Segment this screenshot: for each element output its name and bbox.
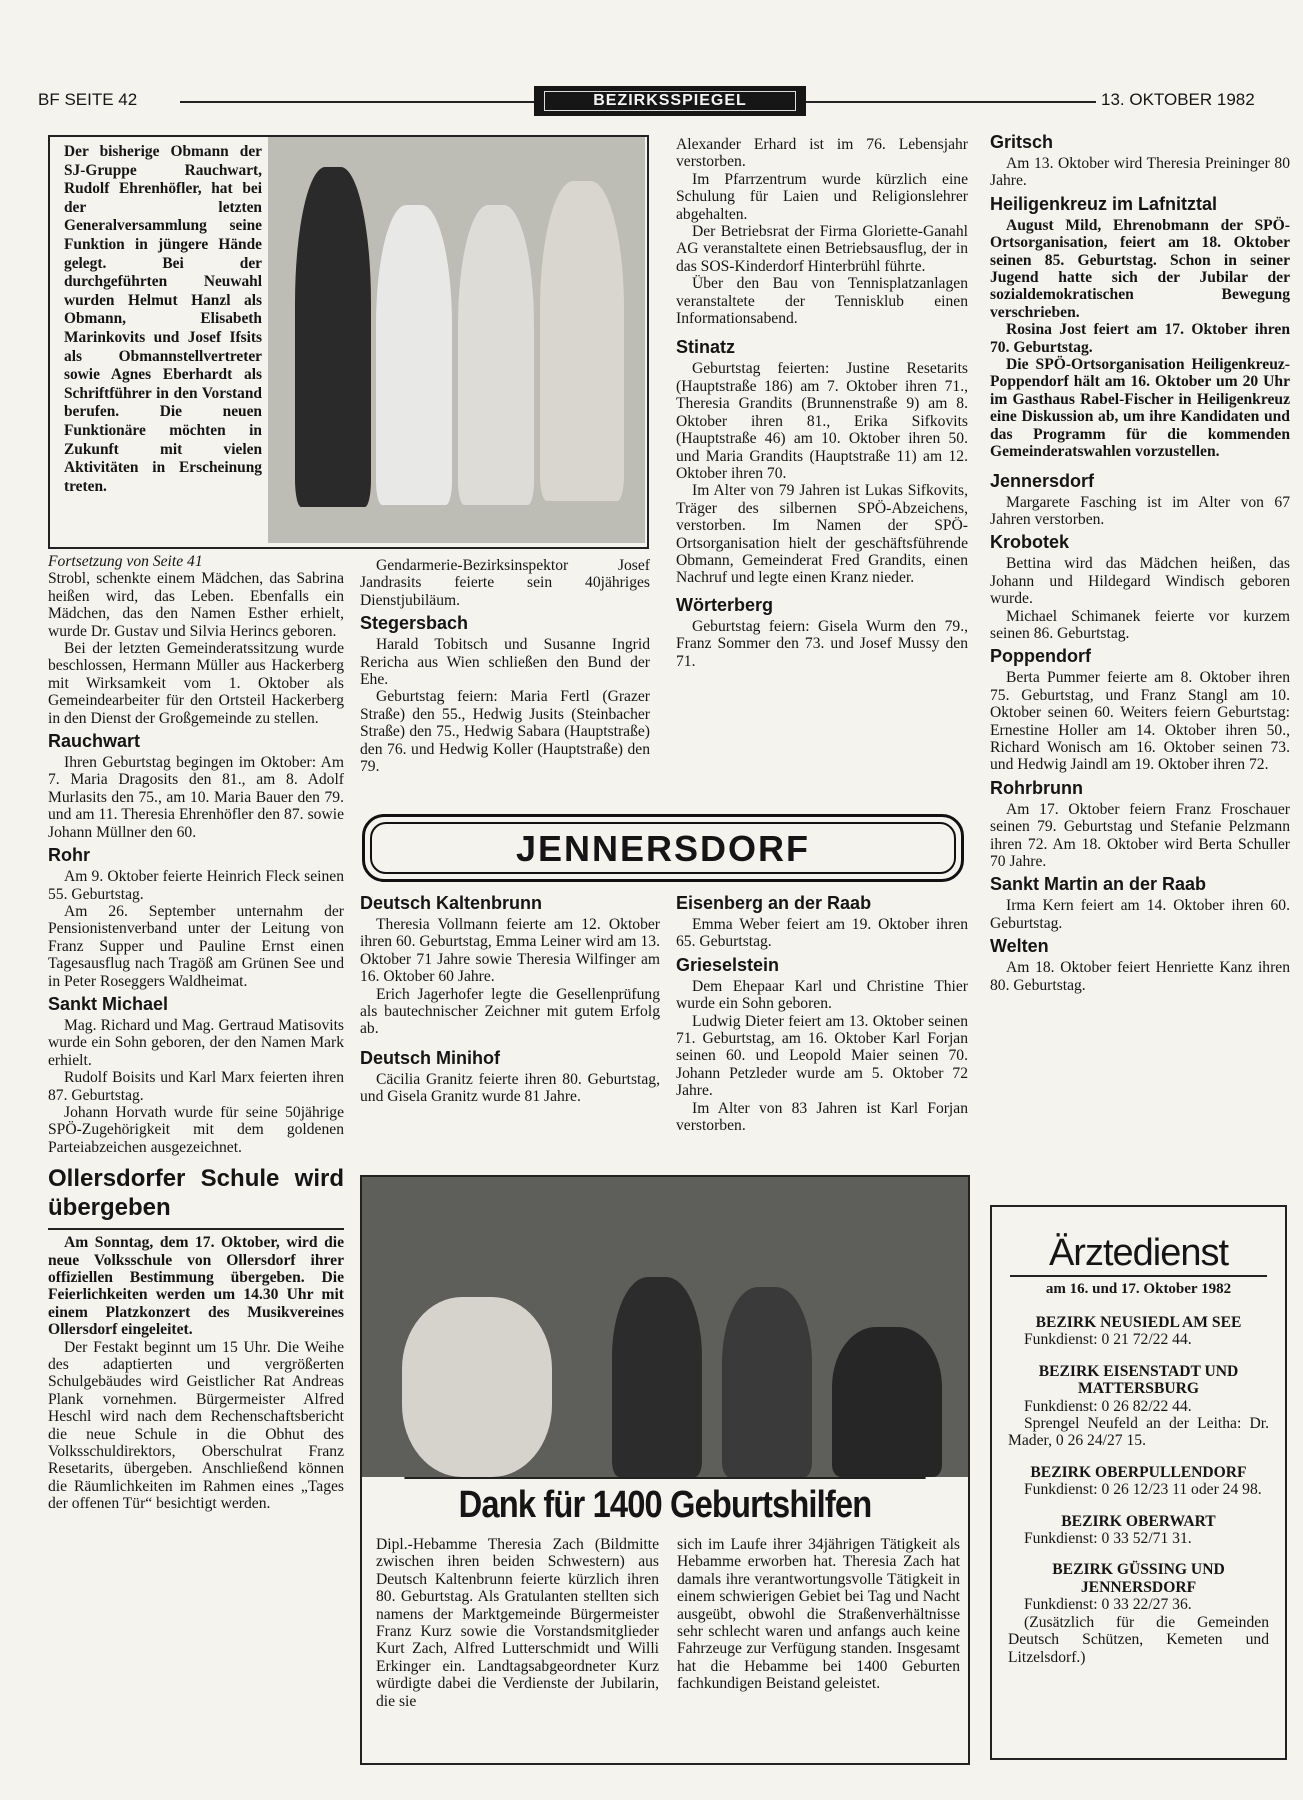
paragraph: Im Pfarrzentrum wurde kürzlich eine Schulung für Laien und Religionslehrer abgehalten. <box>676 170 968 223</box>
heading-woerterberg: Wörterberg <box>676 594 774 615</box>
paragraph: Am 13. Oktober wird Theresia Preininger 80 Jahre. <box>990 155 1290 190</box>
hebamme-col-right <box>677 1536 960 1693</box>
heading-deutsch-minihof: Deutsch Minihof <box>360 1047 500 1068</box>
jennersdorf-title: JENNERSDORF <box>370 822 956 874</box>
paragraph: Theresia Vollmann feierte am 12. Oktober ihren 60. Geburtstag, Emma Leiner wird am 13. Oktober 71 Jahre sowie Theresia Wilfinger am 16. Oktober 60 Jahre. <box>360 916 660 986</box>
paragraph: August Mild, Ehrenobmann der SPÖ-Ortsorganisation, feiert am 18. Oktober seinen 85. Geburtstag. Schon in seiner Jugend hatte sich der Jubilar der sozialdemokratischen Bewegung verschrieben. <box>990 216 1290 321</box>
heading-heiligenkreuz: Heiligenkreuz im Lafnitztal <box>990 193 1218 214</box>
paragraph: Dem Ehepaar Karl und Christine Thier wurde ein Sohn geboren. <box>676 977 968 1013</box>
hebamme-title: Dank für 1400 Geburtshilfen <box>404 1477 925 1531</box>
paragraph: Rosina Jost feiert am 17. Oktober ihren 70. Geburtstag. <box>990 321 1290 356</box>
heading-poppendorf: Poppendorf <box>990 646 1091 667</box>
district-oberpullendorf: BEZIRK OBERPULLENDORF <box>1030 1463 1247 1481</box>
phone-info: Sprengel Neufeld an der Leitha: Dr. Mader, 0 26 24/27 15. <box>1008 1415 1269 1450</box>
flowers <box>402 1297 552 1477</box>
lead-paragraph: Am Sonntag, dem 17. Oktober, wird die neue Volksschule von Ollersdorf ihrer offiziellen Bestimmung übergeben. Die Feierlichkeiten werden um 14.30 Uhr mit einem Platzkonzert des Musikvereines Ollersdorf eingeleitet. <box>48 1234 344 1339</box>
column-2 <box>360 557 650 775</box>
paragraph: Geburtstag feierten: Justine Resetarits (Hauptstraße 186) am 7. Oktober ihren 71., Theresia Grandits (Brunnenstraße 9) am 8. Oktober ihren 81., Erika Sifkovits (Hauptstraße 46) am 10. Oktober ihren 50. und Maria Grandits (Hauptstraße 11) am 12. Oktober ihren 70. <box>676 360 968 482</box>
paragraph: Alexander Erhard ist im 76. Lebensjahr verstorben. <box>676 136 968 171</box>
phone-info: Funkdienst: 0 33 52/71 31. <box>1024 1530 1192 1548</box>
phone-info: Funkdienst: 0 26 82/22 44. <box>1024 1397 1192 1415</box>
person-center <box>722 1287 812 1477</box>
heading-jennersdorf: Jennersdorf <box>990 470 1095 491</box>
paragraph: Im Alter von 79 Jahren ist Lukas Sifkovits, Träger des silbernen SPÖ-Abzeichens, verstorben. Im Namen der SPÖ-Ortsorganisation hielt der geschäftsführende Obmann, Gemeinderat Fred Grandits, einen Nachruf und legte einen Kranz nieder. <box>676 482 968 587</box>
paragraph: Am 26. September unternahm der Pensionistenverband unter der Leitung von Franz Supper und Pauline Ernst einen Tagesausflug nach Tragöß am Grünen See und in Peter Roseggers Waldheimat. <box>48 902 344 990</box>
paragraph: sich im Laufe ihrer 34jährigen Tätigkeit als Hebamme erworben hat. Theresia Zach hat damals ihre verantwortungsvolle Tätigkeit in einem schwierigen Gebiet bei Tag und Nacht ausgeübt, obwohl die Straßenverhältnisse sehr schlecht waren und anfangs auch keine Fahrzeuge zur Verfügung standen. Insgesamt hat die Hebamme bei 1400 Geburten fachkundigen Beistand geleistet. <box>677 1536 960 1693</box>
paragraph: Strobl, schenkte einem Mädchen, das Sabrina heißen wird, das Leben. Ebenfalls ein Mädchen, das den Namen Esther erhielt, wurde Dr. Gustav und Silvia Herincs geboren. <box>48 570 344 640</box>
person-4 <box>540 181 624 501</box>
phone-info: (Zusätzlich für die Gemeinden Deutsch Schützen, Kemeten und Litzelsdorf.) <box>1008 1613 1269 1666</box>
header-rule-right <box>806 101 1096 103</box>
paragraph: Dipl.-Hebamme Theresia Zach (Bildmitte zwischen ihren beiden Schwestern) aus Deutsch Kaltenbrunn feierte kürzlich ihren 80. Geburtstag. Als Gratulanten stellten sich namens der Marktgemeinde Bürgermeister Franz Kurz sowie die Vorstandsmitglieder Kurt Zach, Alfred Lutterschmidt und Willi Erkinger ein. Landtagsabgeordneter Kurz würdigte dabei die Verdienste der Jubilarin, die sie <box>376 1536 659 1710</box>
heading-ollersdorf-schule: Ollersdorfer Schule wird übergeben <box>48 1165 344 1222</box>
page-date: 13. OKTOBER 1982 <box>1101 90 1255 109</box>
heading-rohrbrunn: Rohrbrunn <box>990 777 1083 798</box>
paragraph: Im Alter von 83 Jahren ist Karl Forjan verstorben. <box>676 1099 968 1135</box>
heading-rauchwart: Rauchwart <box>48 731 141 752</box>
paragraph: Johann Horvath wurde für seine 50jährige SPÖ-Zugehörigkeit mit dem goldenen Parteiabzeichen ausgezeichnet. <box>48 1103 344 1156</box>
hebamme-col-left <box>376 1536 659 1710</box>
district-eisenstadt: BEZIRK EISENSTADT UND MATTERSBURG <box>1038 1362 1239 1398</box>
paragraph: Emma Weber feiert am 19. Oktober ihren 65. Geburtstag. <box>676 916 968 951</box>
paragraph: Gendarmerie-Bezirksinspektor Josef Jandrasits feierte sein 40jähriges Dienstjubiläum. <box>360 557 650 609</box>
paragraph: Cäcilia Granitz feierte ihren 80. Geburtstag, und Gisela Granitz wurde 81 Jahre. <box>360 1070 660 1106</box>
page-number: BF SEITE 42 <box>38 90 138 109</box>
column-4 <box>990 132 1290 994</box>
paragraph: Berta Pummer feierte am 8. Oktober ihren 75. Geburtstag, und Franz Stangl am 10. Oktober seinen 60. Weiters feiern Geburtstag: Ernestine Holler am 14. Oktober ihren 50., Richard Wonisch am 16. Oktober seinen 73. und Hedwig Jaindl am 19. Oktober ihren 72. <box>990 669 1290 774</box>
aerztedienst-box <box>990 1205 1287 1760</box>
paragraph: Geburtstag feiern: Gisela Wurm den 79., Franz Sommer den 73. und Josef Mussy den 71. <box>676 617 968 670</box>
heading-stegersbach: Stegersbach <box>360 613 469 634</box>
paragraph: Margarete Fasching ist im Alter von 67 Jahren verstorben. <box>990 493 1290 528</box>
paragraph: Erich Jagerhofer legte die Gesellenprüfung als bautechnischer Zeichner mit gutem Erfolg ab. <box>360 985 660 1038</box>
heading-sankt-michael: Sankt Michael <box>48 993 169 1014</box>
paragraph: Am 9. Oktober feierte Heinrich Fleck seinen 55. Geburtstag. <box>48 868 344 903</box>
person-left <box>612 1277 702 1477</box>
heading-stinatz: Stinatz <box>676 337 736 358</box>
continued-note: Fortsetzung von Seite 41 <box>48 553 203 570</box>
person-2 <box>376 205 452 505</box>
person-3 <box>458 205 534 505</box>
header-rule-left <box>180 101 534 103</box>
heading-rohr: Rohr <box>48 845 90 866</box>
paragraph: Rudolf Boisits und Karl Marx feierten ihren 87. Geburtstag. <box>48 1069 344 1104</box>
heading-sankt-martin: Sankt Martin an der Raab <box>990 874 1207 895</box>
jennersdorf-col-left <box>360 893 660 1106</box>
column-1 <box>48 553 344 1513</box>
heading-welten: Welten <box>990 936 1049 957</box>
paragraph: Bei der letzten Gemeinderatssitzung wurde beschlossen, Hermann Müller aus Hackerberg mit Wirksamkeit vom 1. Oktober als Gemeindearbeiter für den Ortsteil Hackerberg in den Dienst der Großgemeinde zu stellen. <box>48 640 344 727</box>
heading-grieselstein: Grieselstein <box>676 954 780 975</box>
phone-info: Funkdienst: 0 33 22/27 36. <box>1024 1596 1192 1614</box>
sj-text: Der bisherige Obmann der SJ-Gruppe Rauchwart, Rudolf Ehrenhöfler, hat bei der letzten Generalversammlung seine Funktion in jüngere Hände gelegt. Bei der durchgeführten Neuwahl wurden Helmut Hanzl als Obmann, Elisabeth Marinkovits und Josef Ifsits als Obmannstellvertreter sowie Agnes Eberhardt als Schriftführer in den Vorstand berufen. Die neuen Funktionäre möchten in Zukunft mit vielen Aktivitäten in Erscheinung treten. <box>64 143 262 495</box>
column-3 <box>676 136 968 670</box>
paragraph: Am 18. Oktober feiert Henriette Kanz ihren 80. Geburtstag. <box>990 959 1290 994</box>
phone-info: Funkdienst: 0 21 72/22 44. <box>1024 1331 1192 1349</box>
paragraph: Bettina wird das Mädchen heißen, das Johann und Hildegard Windisch geboren wurde. <box>990 555 1290 608</box>
district-guessing: BEZIRK GÜSSING UND JENNERSDORF <box>1052 1561 1225 1596</box>
paragraph: Geburtstag feiern: Maria Fertl (Grazer Straße) den 55., Hedwig Jusits (Steinbacher Straße) den 75., Hedwig Sabara (Hauptstraße) den 76. und Hedwig Koller (Hauptstraße) den 79. <box>360 688 650 776</box>
section-banner <box>534 86 806 116</box>
person-1 <box>295 167 371 507</box>
jennersdorf-banner <box>362 814 964 882</box>
paragraph: Der Betriebsrat der Firma Gloriette-Ganahl AG veranstaltete einen Betriebsausflug, der in das SOS-Kinderdorf Hinterbrühl führte. <box>676 223 968 275</box>
aerztedienst-title: Ärztedienst <box>1010 1231 1267 1277</box>
paragraph: Ihren Geburtstag begingen im Oktober: Am 7. Maria Dragosits den 81., am 8. Adolf Murlasits den 75., am 10. Maria Bauer den 79. und am 11. Theresia Ehrenhöfler den 87. sowie Johann Müllner den 60. <box>48 754 344 841</box>
paragraph: Michael Schimanek feierte vor kurzem seinen 86. Geburtstag. <box>990 607 1290 642</box>
jennersdorf-col-right <box>676 893 968 1134</box>
heading-krobotek: Krobotek <box>990 532 1070 553</box>
paragraph: Irma Kern feiert am 14. Oktober ihren 60. Geburtstag. <box>990 897 1290 932</box>
phone-info: Funkdienst: 0 26 12/23 11 oder 24 98. <box>1024 1481 1262 1499</box>
paragraph: Am 17. Oktober feiern Franz Froschauer seinen 79. Geburtstag und Stefanie Pelzmann ihren 72. Am 18. Oktober wird Berta Schuller 70 Jahre. <box>990 800 1290 870</box>
sj-group-photo <box>268 137 645 543</box>
paragraph: Mag. Richard und Mag. Gertraud Matisovits wurde ein Sohn geboren, der den Namen Mark erhielt. <box>48 1016 344 1069</box>
divider <box>48 1228 344 1230</box>
aerztedienst-date: am 16. und 17. Oktober 1982 <box>1045 1281 1232 1297</box>
heading-eisenberg: Eisenberg an der Raab <box>676 893 872 913</box>
hebamme-photo <box>362 1177 968 1477</box>
paragraph: Ludwig Dieter feiert am 13. Oktober seinen 71. Geburtstag, am 16. Oktober Karl Forjan seinen 60. und Leopold Maier seinen 70. Johann Petzleder wurde am 5. Oktober 72 Jahre. <box>676 1012 968 1100</box>
person-right <box>832 1327 942 1477</box>
section-title: BEZIRKSSPIEGEL <box>544 91 796 111</box>
district-neusiedl: BEZIRK NEUSIEDL AM SEE <box>1035 1314 1242 1331</box>
paragraph: Harald Tobitsch und Susanne Ingrid Rericha aus Wien schließen den Bund der Ehe. <box>360 636 650 689</box>
paragraph: Die SPÖ-Ortsorganisation Heiligenkreuz-Poppendorf hält am 16. Oktober um 20 Uhr im Gasthaus Rabel-Fischer in Heiligenkreuz eine Diskussion ab, um ihre Kandidaten und das Programm für die kommenden Gemeinderatswahlen vorzustellen. <box>990 356 1290 461</box>
heading-deutsch-kaltenbrunn: Deutsch Kaltenbrunn <box>360 893 543 913</box>
district-oberwart: BEZIRK OBERWART <box>1061 1512 1216 1530</box>
heading-gritsch: Gritsch <box>990 132 1054 152</box>
paragraph: Über den Bau von Tennisplatzanlagen veranstaltete der Tennisklub einen Informationsabend. <box>676 275 968 328</box>
paragraph: Der Festakt beginnt um 15 Uhr. Die Weihe des adaptierten und vergrößerten Schulgebäudes wird Geistlicher Rat Andreas Plank vornehmen. Bürgermeister Alfred Heschl wird nach dem Rechenschaftsbericht die neue Schule in die Obhut des Volksschuldirektors, Oberschulrat Franz Resetarits, übergeben. Anschließend können die Räumlichkeiten im Rahmen eines „Tages der offenen Tür“ besichtigt werden. <box>48 1338 344 1513</box>
